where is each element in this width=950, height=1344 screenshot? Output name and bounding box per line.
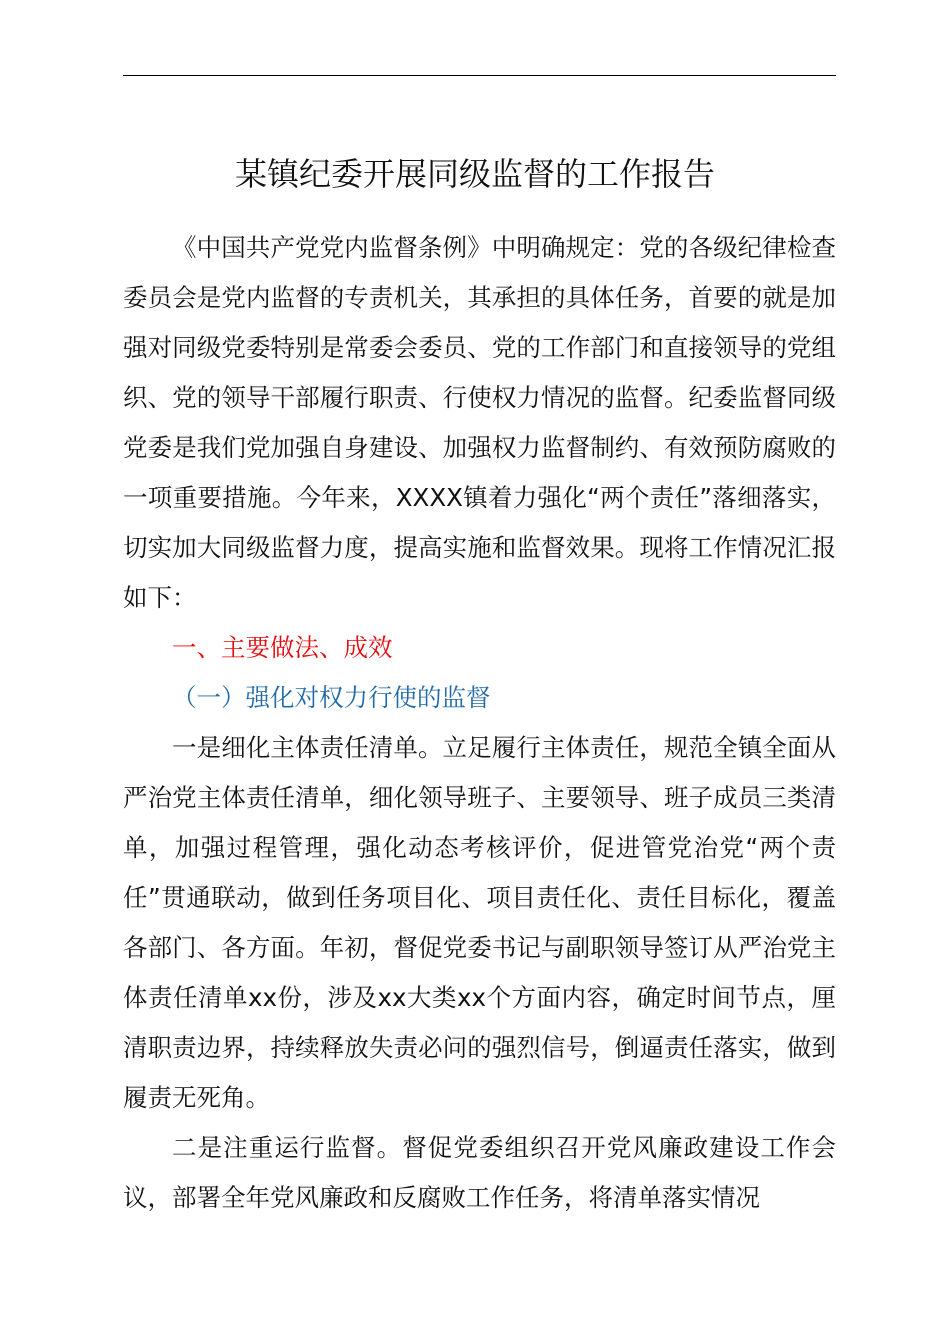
- body-paragraph-2: 二是注重运行监督。督促党委组织召开党风廉政建设工作会议，部署全年党风廉政和反腐败工作任务，将清单落实情况: [123, 1133, 836, 1212]
- header-rule: [123, 75, 836, 76]
- intro-paragraph: 《中国共产党党内监督条例》中明确规定：党的各级纪律检查委员会是党内监督的专责机关，其承担的具体任务，首要的就是加强对同级党委特别是常委会委员、党的工作部门和直接领导的党组织、党的领导干部履行职责、行使权力情况的监督。纪委监督同级党委是我们党加强自身建设、加强权力监督制约、有效预防腐败的一项重要措施。今年来，XXXX镇着力强化“两个责任”落细落实，切实加大同级监督力度，提高实施和监督效果。现将工作情况汇报如下：: [123, 233, 836, 612]
- section-heading: 一、主要做法、成效: [172, 633, 393, 662]
- body-paragraph-1: 一是细化主体责任清单。立足履行主体责任，规范全镇全面从严治党主体责任清单，细化领导班子、主要领导、班子成员三类清单，加强过程管理，强化动态考核评价，促进管党治党“两个责任”贯通联动，做到任务项目化、项目责任化、责任目标化，覆盖各部门、各方面。年初，督促党委书记与副职领导签订从严治党主体责任清单xx份，涉及xx大类xx个方面内容，确定时间节点，厘清职责边界，持续释放失责必问的强烈信号，倒逼责任落实，做到履责无死角。: [123, 733, 836, 1112]
- document-body: [123, 223, 836, 1223]
- document-title: 某镇纪委开展同级监督的工作报告: [234, 155, 715, 193]
- subsection-heading: （一）强化对权力行使的监督: [172, 683, 491, 712]
